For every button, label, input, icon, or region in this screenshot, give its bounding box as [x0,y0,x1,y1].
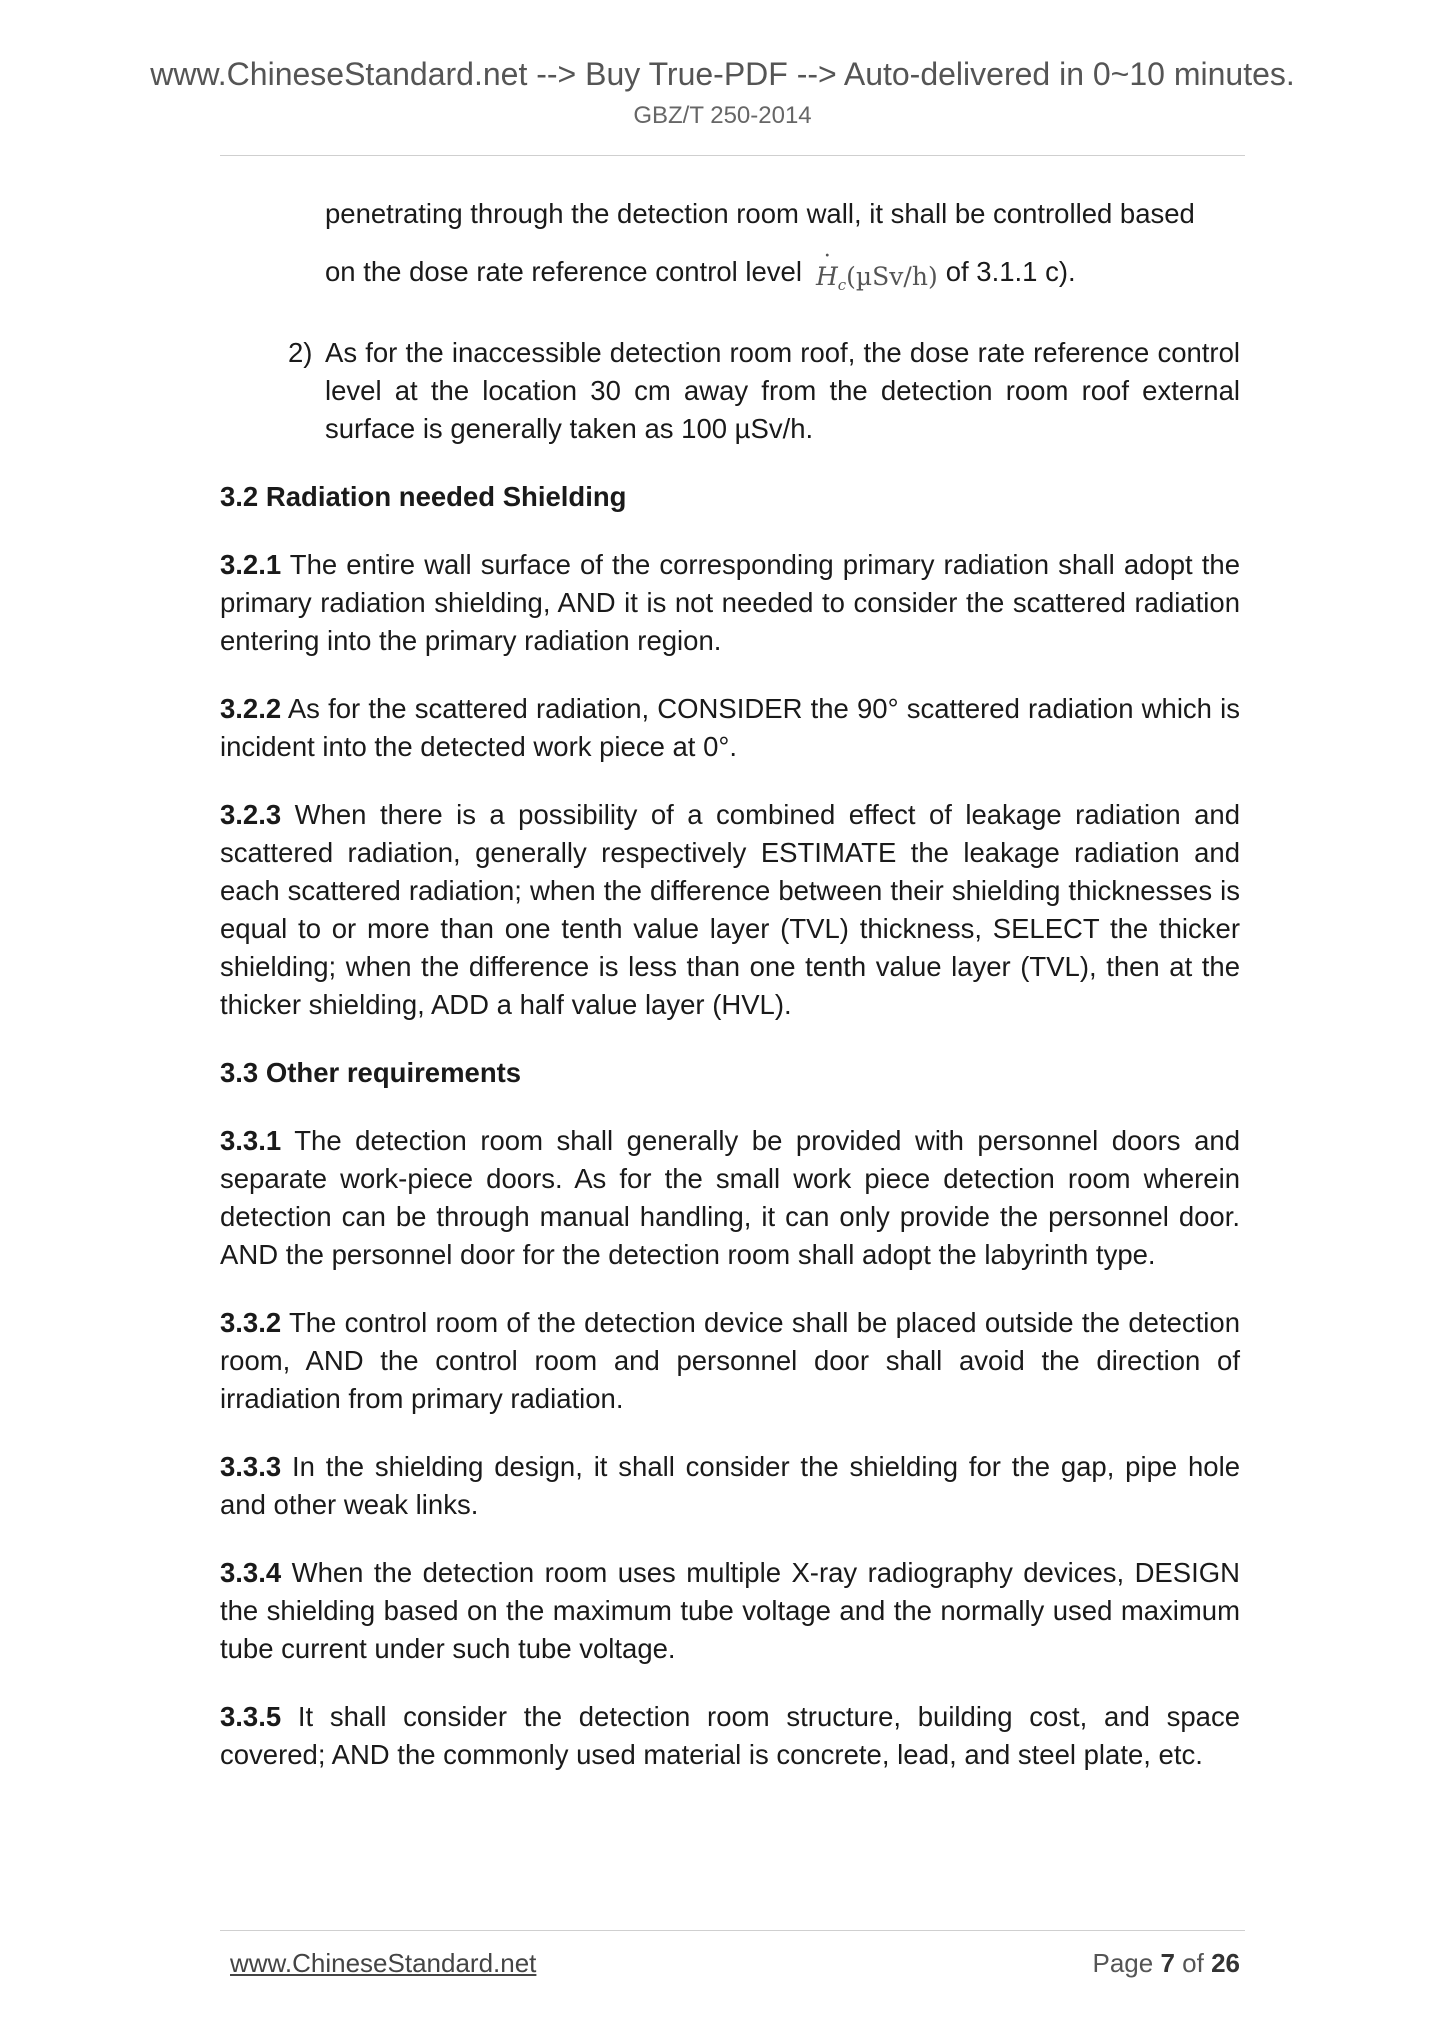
clause-text: When the detection room uses multiple X-ray radiography devices, DESIGN the shielding based on the maximum tube voltage and the normally used maximum tube current under such tube voltage. [220,1557,1241,1664]
formula-subscript: c [837,276,847,294]
continued-paragraph-line1: penetrating through the detection room wall, it shall be controlled based [325,198,1195,229]
clause-number: 3.3.5 [220,1701,282,1732]
continued-text: on the dose rate reference control level [325,256,802,287]
standard-code: GBZ/T 250-2014 [633,102,812,129]
clause-text: When there is a possibility of a combined effect of leakage radiation and scattered radiation, generally respectively ESTIMATE the leakage radiation and each scattered radiation; when the difference between their shielding thicknesses is equal to or more than one tenth value layer (TVL) thickness, SELECT the thicker shielding; when the difference is less than one tenth value layer (TVL), then at the thicker shielding, ADD a half value layer (HVL). [220,799,1240,1020]
clause-number: 3.3.4 [220,1557,282,1588]
list-item-text: As for the inaccessible detection room roof, the dose rate reference control level at the location 30 cm away from the detection room roof external surface is generally taken as 100 µSv/h. [325,337,1240,444]
clause-3-2-2 [220,690,1240,766]
clause-text: The entire wall surface of the corresponding primary radiation shall adopt the primary radiation shielding, AND it is not needed to consider the scattered radiation entering into the primary radiation region. [220,549,1240,656]
clause-3-2-3 [220,796,1240,1024]
formula-symbol: ˙ H [816,262,838,291]
page-of: of [1182,1948,1204,1978]
page-indicator [1040,1950,1240,1976]
section-heading-3-3: 3.3 Other requirements [220,1057,522,1088]
clause-text: It shall consider the detection room structure, building cost, and space covered; AND the commonly used material is concrete, lead, and steel plate, etc. [220,1701,1240,1770]
current-page: 7 [1160,1948,1175,1978]
formula-unit: (µSv/h) [846,262,938,291]
clause-3-3-1 [220,1122,1240,1274]
clause-text: The control room of the detection device shall be placed outside the detection room, AND the control room and personnel door shall avoid the direction of irradiation from primary radiation. [220,1307,1240,1414]
header-divider [220,155,1245,156]
clause-number: 3.3.3 [220,1451,282,1482]
footer-divider [220,1930,1245,1931]
clause-3-3-4 [220,1554,1240,1668]
continued-paragraph-line2 [220,253,1240,304]
clause-number: 3.2.2 [220,693,282,724]
section-heading-3-2: 3.2 Radiation needed Shielding [220,481,627,512]
clause-number: 3.3.1 [220,1125,282,1156]
clause-number: 3.2.3 [220,799,282,830]
dose-rate-formula [816,258,938,304]
footer-site-link[interactable]: www.ChineseStandard.net [230,1948,537,1978]
clause-text: The detection room shall generally be provided with personnel doors and separate work-piece doors. As for the small work piece detection room wherein detection can be through manual handling, it can only provide the personnel door. AND the personnel door for the detection room shall adopt the labyrinth type. [220,1125,1240,1270]
list-number: 2) [288,337,313,368]
page-word: Page [1092,1948,1154,1978]
total-pages: 26 [1211,1948,1240,1978]
clause-3-3-3 [220,1448,1240,1524]
clause-3-2-1 [220,546,1240,660]
clause-3-3-5 [220,1698,1240,1774]
list-item-2 [220,334,1240,448]
download-banner: www.ChineseStandard.net --> Buy True-PDF --> Auto-delivered in 0~10 minutes. [150,56,1295,92]
clause-number: 3.2.1 [220,549,282,580]
clause-number: 3.3.2 [220,1307,282,1338]
clause-text: As for the scattered radiation, CONSIDER the 90° scattered radiation which is incident into the detected work piece at 0°. [220,693,1240,762]
clause-text: In the shielding design, it shall consider the shielding for the gap, pipe hole and other weak links. [220,1451,1240,1520]
continued-text-end: of 3.1.1 c). [945,256,1076,287]
clause-3-3-2 [220,1304,1240,1418]
page-content [220,195,1240,1804]
